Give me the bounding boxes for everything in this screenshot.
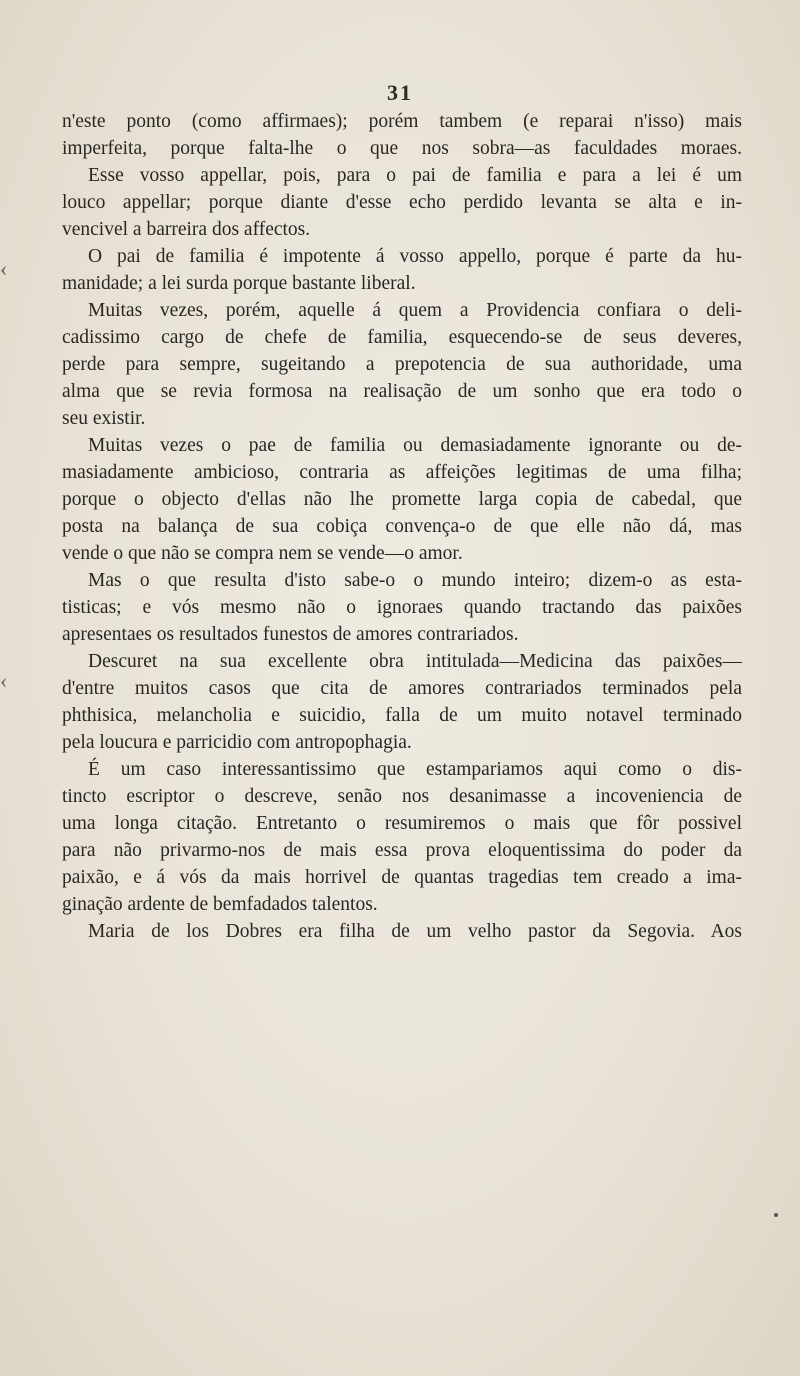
margin-mark: ‹ <box>0 256 8 281</box>
margin-mark: ‹ <box>0 668 8 693</box>
page-number: 31 <box>387 80 413 105</box>
text-line: imperfeita, porque falta-lhe o que nos sobra—as faculdades moraes. <box>62 138 742 159</box>
text-line: cadissimo cargo de chefe de familia, esquecendo-se de seus deveres, <box>62 327 742 348</box>
text-line: louco appellar; porque diante d'esse echo perdido levanta se alta e in- <box>62 192 742 213</box>
text-line: tisticas; e vós mesmo não o ignoraes quando tractando das paixões <box>62 597 742 618</box>
text-line: para não privarmo-nos de mais essa prova eloquentissima do poder da <box>62 840 742 861</box>
text-line: É um caso interessantissimo que estampariamos aqui como o dis- <box>88 759 742 780</box>
text-line: Maria de los Dobres era filha de um velho pastor da Segovia. Aos <box>88 921 742 942</box>
text-line: masiadamente ambicioso, contraria as affeições legitimas de uma filha; <box>62 462 742 483</box>
text-line: manidade; a lei surda porque bastante liberal. <box>62 273 416 294</box>
text-line: paixão, e á vós da mais horrivel de quantas tragedias tem creado a ima- <box>62 867 742 888</box>
text-line: posta na balança de sua cobiça convença-o de que elle não dá, mas <box>62 516 742 537</box>
text-line: Mas o que resulta d'isto sabe-o o mundo inteiro; dizem-o as esta- <box>88 570 742 591</box>
ink-speck <box>774 1213 778 1217</box>
text-line: vende o que não se compra nem se vende—o amor. <box>62 543 463 564</box>
text-line: alma que se revia formosa na realisação de um sonho que era todo o <box>62 381 742 402</box>
text-line: Muitas vezes, porém, aquelle á quem a Providencia confiara o deli- <box>88 300 742 321</box>
text-line: apresentaes os resultados funestos de amores contrariados. <box>62 624 519 645</box>
text-line: Esse vosso appellar, pois, para o pai de familia e para a lei é um <box>88 165 742 186</box>
text-line: phthisica, melancholia e suicidio, falla de um muito notavel terminado <box>62 705 742 726</box>
text-line: seu existir. <box>62 408 146 429</box>
text-line: O pai de familia é impotente á vosso appello, porque é parte da hu- <box>88 246 742 267</box>
body-text <box>62 108 742 945</box>
text-line: pela loucura e parricidio com antropophagia. <box>62 732 412 753</box>
text-line: porque o objecto d'ellas não lhe promette larga copia de cabedal, que <box>62 489 742 510</box>
text-line: n'este ponto (como affirmaes); porém tambem (e reparai n'isso) mais <box>62 111 742 132</box>
text-line: ginação ardente de bemfadados talentos. <box>62 894 378 915</box>
text-line: vencivel a barreira dos affectos. <box>62 219 311 240</box>
text-line: uma longa citação. Entretanto o resumiremos o mais que fôr possivel <box>62 813 742 834</box>
text-line: Muitas vezes o pae de familia ou demasiadamente ignorante ou de- <box>88 435 742 456</box>
text-line: Descuret na sua excellente obra intitulada—Medicina das paixões— <box>88 651 742 672</box>
text-line: perde para sempre, sugeitando a prepotencia de sua authoridade, uma <box>62 354 742 375</box>
text-line: d'entre muitos casos que cita de amores contrariados terminados pela <box>62 678 742 699</box>
text-line: tincto escriptor o descreve, senão nos desanimasse a incoveniencia de <box>62 786 742 807</box>
